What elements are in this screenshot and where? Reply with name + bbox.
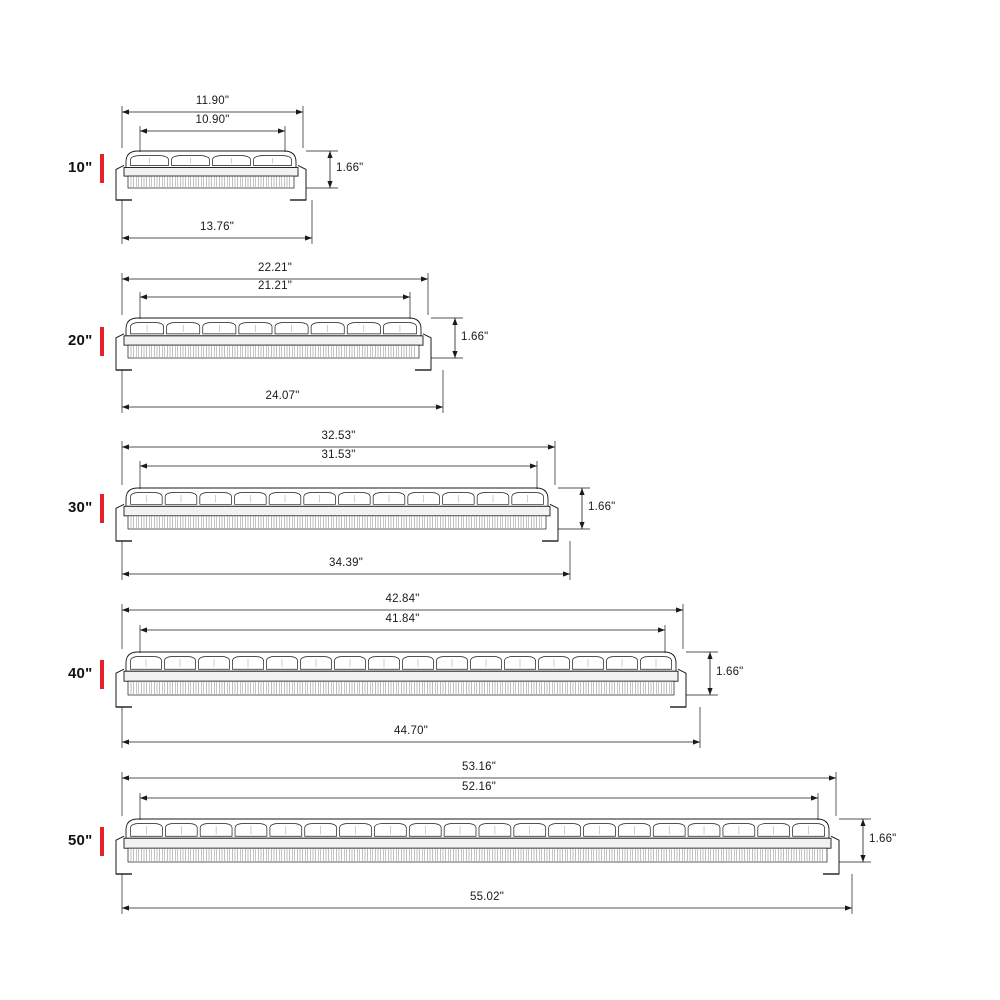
dim-text-overall-bottom-20-inch-light-bar: 24.07" <box>265 390 300 402</box>
led-optic-group <box>131 493 544 505</box>
dim-line-overall-top <box>122 607 683 612</box>
dim-text-overall-bottom-50-inch-light-bar: 55.02" <box>469 891 505 903</box>
dim-line-inner-top <box>140 627 665 632</box>
dim-text-overall-bottom-10-inch-light-bar: 13.76" <box>199 221 235 233</box>
dim-text-inner-top-10-inch-light-bar: 10.90" <box>195 114 230 126</box>
dim-line-inner-top <box>140 463 537 468</box>
heat-sink-fins <box>131 346 414 357</box>
mounting-brackets <box>116 165 306 200</box>
heat-sink-fins <box>131 849 823 861</box>
dim-text-height-10-inch-light-bar: 1.66" <box>336 162 364 174</box>
dim-text-height-40-inch-light-bar: 1.66" <box>716 666 744 678</box>
dim-line-inner-top <box>140 795 818 800</box>
led-optic-group <box>131 657 672 670</box>
dim-text-inner-top-50-inch-light-bar: 52.16" <box>461 781 497 793</box>
led-optic-group <box>131 323 417 334</box>
dim-line-height <box>860 819 865 862</box>
heat-sink-fins <box>131 517 542 528</box>
dim-text-overall-top-40-inch-light-bar: 42.84" <box>385 593 420 605</box>
heat-sink-fins <box>131 177 290 187</box>
led-optic-group <box>131 824 825 837</box>
dim-text-inner-top-20-inch-light-bar: 21.21" <box>257 280 293 292</box>
dim-text-overall-top-50-inch-light-bar: 53.16" <box>461 761 497 773</box>
dim-line-height <box>579 488 584 529</box>
dim-line-inner-top <box>140 128 285 133</box>
dim-line-inner-top <box>140 294 410 299</box>
mounting-brackets <box>116 504 558 541</box>
accent-bar-50-inch-light-bar <box>100 827 104 856</box>
housing-outline <box>124 819 831 862</box>
size-label-30-inch-light-bar: 30" <box>68 499 93 516</box>
dim-text-inner-top-40-inch-light-bar: 41.84" <box>385 613 420 625</box>
dim-line-overall-top <box>122 775 836 780</box>
mounting-brackets <box>116 334 431 370</box>
accent-bar-40-inch-light-bar <box>100 660 104 689</box>
dim-line-height <box>452 318 457 358</box>
size-label-50-inch-light-bar: 50" <box>68 832 93 849</box>
housing-outline <box>124 488 550 529</box>
dim-line-height <box>327 151 332 188</box>
housing-outline <box>124 652 678 695</box>
dim-text-overall-bottom-30-inch-light-bar: 34.39" <box>328 557 364 569</box>
dim-text-height-30-inch-light-bar: 1.66" <box>588 501 616 513</box>
accent-bar-20-inch-light-bar <box>100 327 104 356</box>
dim-line-overall-bottom <box>122 404 443 409</box>
dim-line-overall-bottom <box>122 905 852 910</box>
size-label-40-inch-light-bar: 40" <box>68 665 93 682</box>
housing-outline <box>124 318 423 358</box>
accent-bar-30-inch-light-bar <box>100 494 104 523</box>
dim-line-overall-bottom <box>122 571 570 576</box>
size-label-20-inch-light-bar: 20" <box>68 332 93 349</box>
dim-text-overall-top-20-inch-light-bar: 22.21" <box>257 262 293 274</box>
dim-line-overall-bottom <box>122 235 312 240</box>
size-label-10-inch-light-bar: 10" <box>68 159 93 176</box>
housing-outline <box>124 151 298 188</box>
dim-line-height <box>707 652 712 695</box>
heat-sink-fins <box>131 682 672 694</box>
mounting-brackets <box>116 836 839 874</box>
accent-bar-10-inch-light-bar <box>100 154 104 183</box>
dim-text-height-50-inch-light-bar: 1.66" <box>869 833 897 845</box>
dim-text-overall-top-10-inch-light-bar: 11.90" <box>195 95 230 107</box>
dim-text-height-20-inch-light-bar: 1.66" <box>461 330 489 343</box>
dim-text-overall-top-30-inch-light-bar: 32.53" <box>321 430 356 442</box>
dim-text-overall-bottom-40-inch-light-bar: 44.70" <box>393 725 429 737</box>
dim-text-inner-top-30-inch-light-bar: 31.53" <box>321 449 356 461</box>
mounting-brackets <box>116 669 686 707</box>
dim-line-overall-bottom <box>122 739 700 744</box>
led-optic-group <box>131 156 292 166</box>
